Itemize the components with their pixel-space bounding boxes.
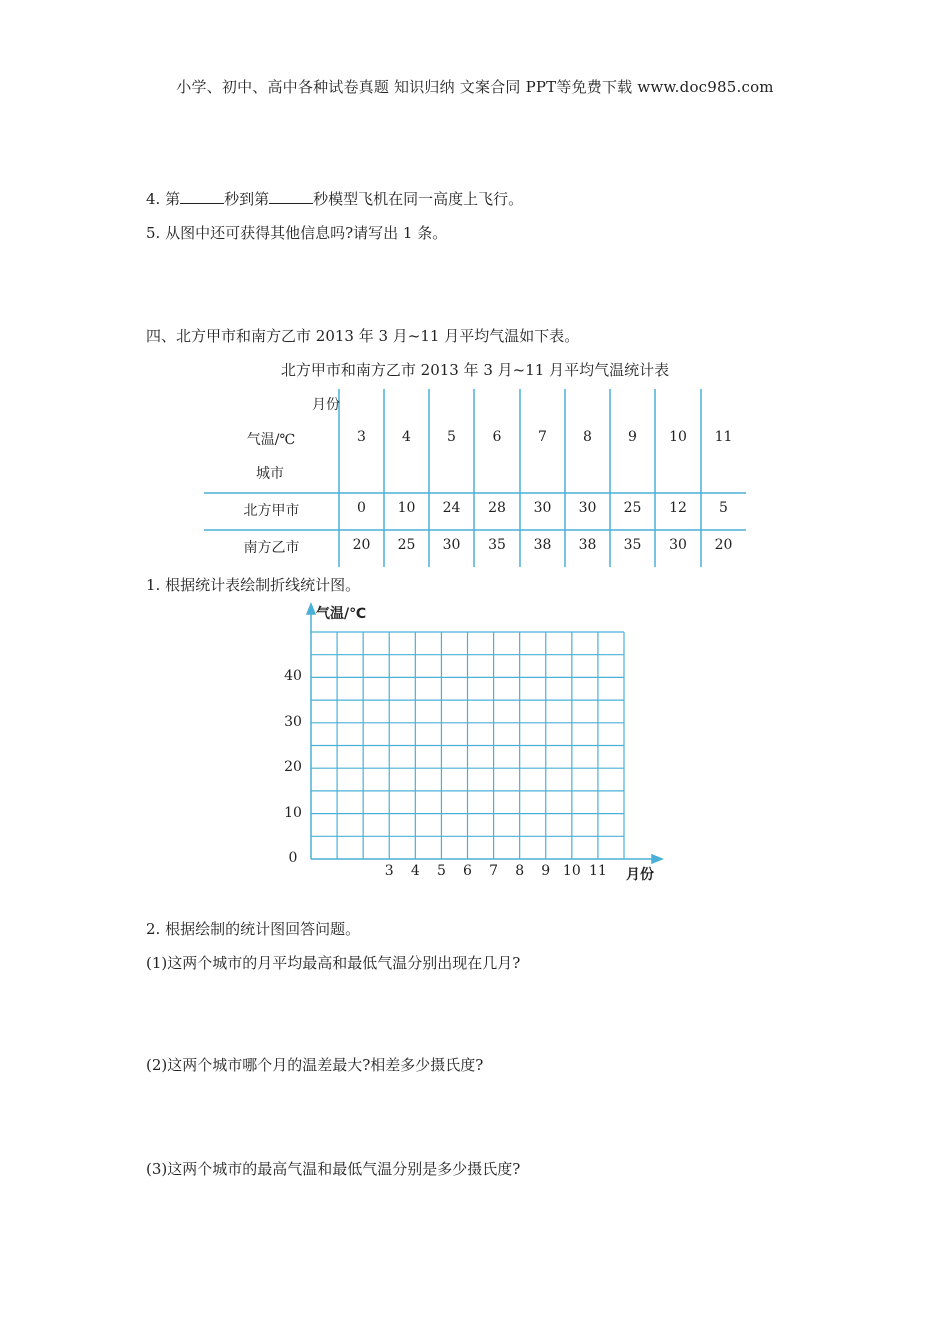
table-month-header: 11 [714,429,733,445]
chart-x-tick-label: 10 [562,863,581,879]
table-value-cell: 30 [578,500,597,516]
table-value-cell: 10 [397,500,416,516]
table-value-cell: 5 [719,500,728,516]
table-value-cell: 0 [357,500,366,516]
chart-y-tick-label: 20 [284,759,302,776]
chart-x-tick-label: 4 [410,863,420,879]
chart-x-tick-label: 3 [384,863,394,879]
table-corner-month: 月份 [312,397,340,413]
table-value-cell: 20 [352,537,371,553]
chart-y-axis-label: 气温/℃ [316,606,367,622]
page-header: 小学、初中、高中各种试卷真题 知识归纳 文案合同 PPT等免费下载 www.doc985.com [176,78,774,96]
sub-question-2: 2. 根据绘制的统计图回答问题。 [146,920,361,938]
question-5: 5. 从图中还可获得其他信息吗?请写出 1 条。 [146,224,448,242]
table-value-cell: 35 [488,537,506,553]
table-month-header: 9 [628,429,637,445]
q4-prefix: 4. 第 [146,190,181,208]
chart-x-tick-label: 5 [436,863,446,879]
table-month-header: 5 [447,429,456,445]
table-value-cell: 24 [442,500,461,516]
chart-x-tick-label: 9 [541,863,551,879]
table-value-cell: 38 [578,537,597,553]
q4-middle: 秒到第 [224,190,270,208]
table-value-cell: 30 [669,537,687,553]
chart-x-axis-label: 月份 [626,867,654,883]
table-value-cell: 20 [714,537,733,553]
chart-y-tick-label: 0 [288,850,298,866]
table-value-cell: 25 [397,537,416,553]
chart-y-tick-label: 30 [284,713,302,730]
question-part-1: (1)这两个城市的月平均最高和最低气温分别出现在几月? [146,954,521,972]
table-value-cell: 30 [533,500,552,516]
question-part-3: (3)这两个城市的最高气温和最低气温分别是多少摄氏度? [146,1160,521,1178]
sub-question-1: 1. 根据统计表绘制折线统计图。 [146,576,361,594]
chart-y-axis-arrow [307,604,315,614]
table-value-cell: 30 [442,537,461,553]
table-month-header: 4 [402,429,411,445]
table-month-header: 10 [669,429,687,445]
table-month-header: 3 [357,429,366,445]
chart-y-tick-label: 40 [284,668,302,685]
table-month-header: 8 [583,429,592,445]
table-corner-city: 城市 [256,466,284,482]
table-caption: 北方甲市和南方乙市 2013 年 3 月~11 月平均气温统计表 [280,361,670,379]
chart-x-axis-arrow [652,855,662,863]
table-corner-temp: 气温/℃ [246,432,296,448]
table-city-cell: 北方甲市 [243,503,300,519]
table-value-cell: 28 [488,500,506,516]
q4-suffix: 秒模型飞机在同一高度上飞行。 [313,190,524,208]
table-value-cell: 38 [533,537,552,553]
section-4-heading: 四、北方甲市和南方乙市 2013 年 3 月~11 月平均气温如下表。 [146,327,580,345]
chart-x-tick-label: 8 [515,863,525,879]
chart-x-tick-label: 7 [489,863,499,879]
chart-y-tick-label: 10 [284,804,302,821]
chart-x-tick-label: 6 [463,863,472,879]
table-city-cell: 南方乙市 [243,540,300,556]
table-value-cell: 35 [623,537,642,553]
table-month-header: 7 [538,429,547,445]
chart-x-tick-label: 11 [588,863,607,879]
table-value-cell: 25 [623,500,642,516]
table-month-header: 6 [492,429,502,445]
question-part-2: (2)这两个城市哪个月的温差最大?相差多少摄氏度? [146,1056,484,1074]
table-value-cell: 12 [669,500,687,516]
